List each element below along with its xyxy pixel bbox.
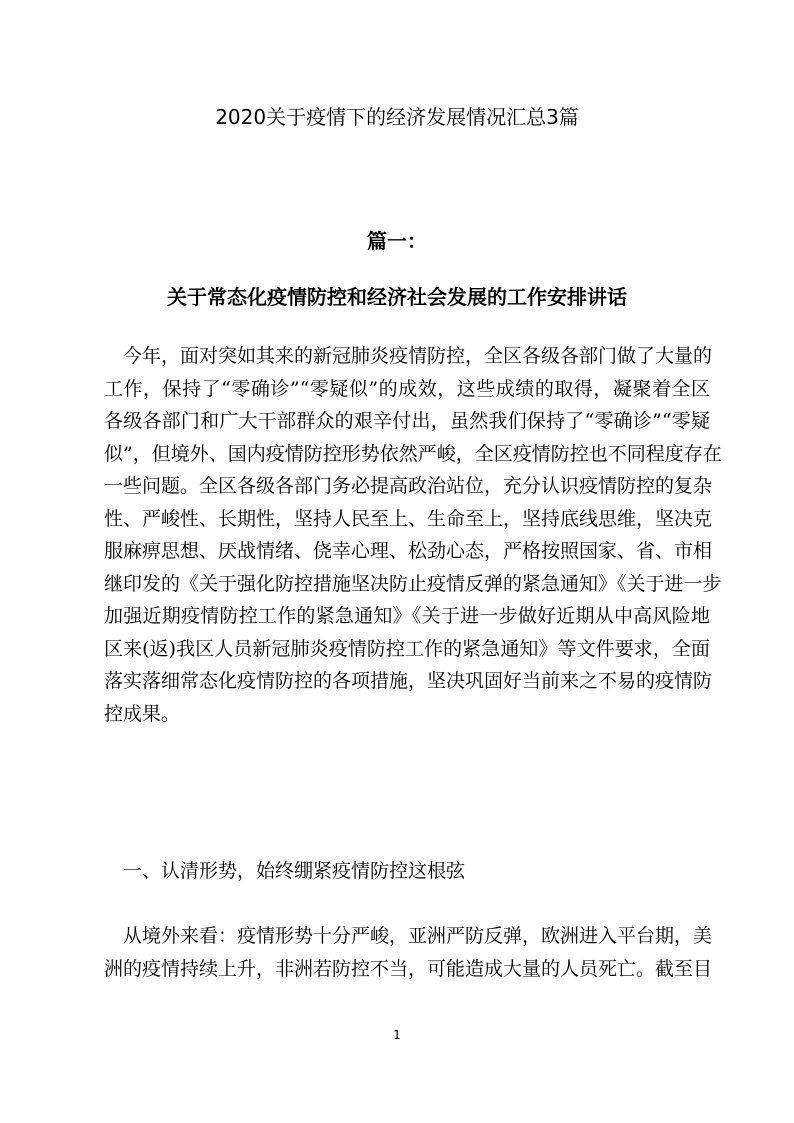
paragraph-line: 区来(返)我区人员新冠肺炎疫情防控工作的紧急通知》等文件要求，全面 (104, 637, 710, 660)
speech-title: 关于常态化疫情防控和经济社会发展的工作安排讲话 (167, 285, 627, 309)
paragraph-line: 今年，面对突如其来的新冠肺炎疫情防控，全区各级各部门做了大量的 (104, 345, 713, 367)
paragraph-line: 从境外来看：疫情形势十分严峻，亚洲严防反弹，欧洲进入平台期，美 (104, 925, 713, 947)
section-heading: 一、认清形势，始终绷紧疫情防控这根弦 (104, 860, 466, 882)
paragraph-line: 继印发的《关于强化防控措施坚决防止疫情反弹的紧急通知》《关于进一步 (104, 572, 722, 595)
paragraph-line: 一些问题。全区各级各部门务必提高政治站位，充分认识疫情防控的复杂 (104, 475, 713, 497)
paragraph-line: 加强近期疫情防控工作的紧急通知》《关于进一步做好近期从中高风险地 (104, 605, 710, 627)
part-heading: 篇一： (367, 229, 427, 253)
paragraph-line: 似”，但境外、国内疫情防控形势依然严峻，全区疫情防控也不同程度存在 (104, 442, 722, 465)
paragraph-line: 控成果。 (104, 702, 181, 725)
paragraph-line: 洲的疫情持续上升，非洲若防控不当，可能造成大量的人员死亡。截至目 (104, 957, 713, 980)
paragraph-line: 服麻痹思想、厌战情绪、侥幸心理、松劲心态，严格按照国家、省、市相 (104, 540, 713, 562)
body-paragraph-1 (104, 340, 722, 730)
paragraph-line: 落实落细常态化疫情防控的各项措施，坚决巩固好当前来之不易的疫情防 (104, 670, 713, 692)
paragraph-line: 工作，保持了“零确诊”“零疑似”的成效，这些成绩的取得，凝聚着全区 (104, 377, 710, 400)
paragraph-line: 各级各部门和广大干部群众的艰辛付出，虽然我们保持了“零确诊”“零疑 (104, 410, 710, 432)
paragraph-line: 性、严峻性、长期性，坚持人民至上、生命至上，坚持底线思维，坚决克 (104, 507, 713, 530)
body-paragraph-2 (104, 920, 713, 985)
page-number: 1 (393, 1028, 401, 1042)
document-title: 2020关于疫情下的经济发展情况汇总3篇 (215, 105, 579, 129)
